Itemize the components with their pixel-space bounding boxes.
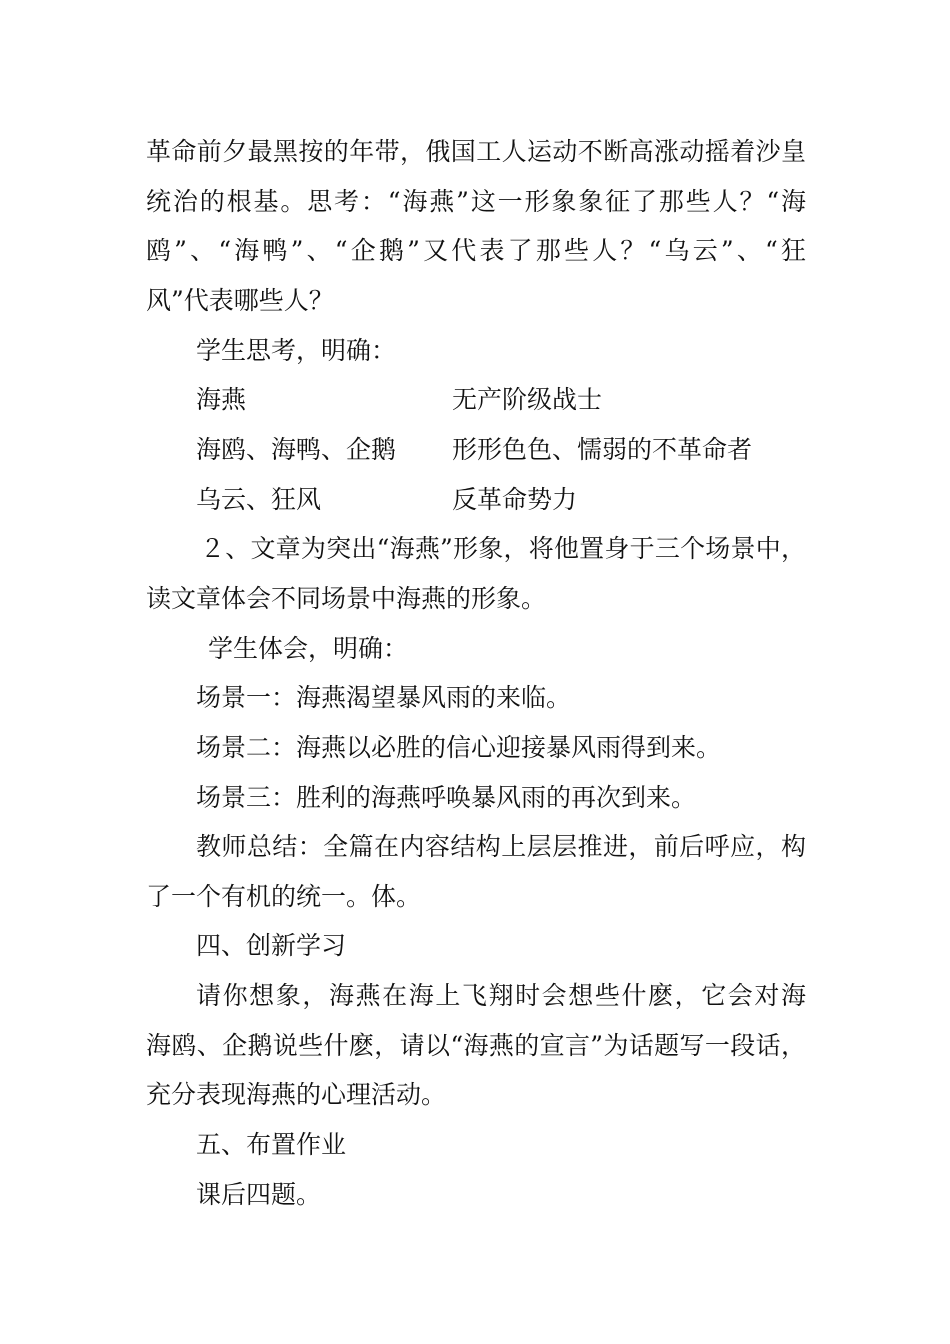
paragraph-line: 了一个有机的统一。体。: [146, 882, 422, 911]
paragraph-line: 革命前夕最黑按的年带，俄国工人运动不断高涨动摇着沙皇: [146, 137, 806, 166]
scene-2: 场景二：海燕以必胜的信心迎接暴风雨得到来。: [196, 733, 722, 762]
scene-1: 场景一：海燕渴望暴风雨的来临。: [196, 683, 572, 712]
answer-intro: 学生体会，明确：: [208, 634, 409, 663]
teacher-summary: 教师总结：全篇在内容结构上层层推进，前后呼应，构: [196, 832, 806, 861]
mapping-meaning: 形形色色、懦弱的不革命者: [452, 435, 753, 464]
section-heading: 五、布置作业: [196, 1130, 347, 1159]
section-heading: 四、创新学习: [196, 931, 347, 960]
mapping-symbol: 海鸥、海鸭、企鹅: [196, 435, 397, 464]
answer-intro: 学生思考，明确：: [196, 336, 397, 365]
mapping-symbol: 海燕: [196, 385, 247, 414]
paragraph-line: 充分表现海燕的心理活动。: [146, 1080, 447, 1109]
scene-3: 场景三：胜利的海燕呼唤暴风雨的再次到来。: [196, 783, 697, 812]
mapping-meaning: 反革命势力: [452, 485, 578, 514]
paragraph-line: 鸥”、“海鸭”、“企鹅”又代表了那些人？“乌云”、“狂: [146, 236, 806, 265]
mapping-symbol: 乌云、狂风: [196, 485, 322, 514]
paragraph-line: 统治的根基。思考：“海燕”这一形象象征了那些人？“海: [146, 187, 806, 216]
mapping-meaning: 无产阶级战士: [452, 385, 603, 414]
paragraph-line: 海鸥、企鹅说些什麽，请以“海燕的宣言”为话题写一段话，: [146, 1031, 806, 1060]
paragraph-line: 请你想象，海燕在海上飞翔时会想些什麽，它会对海: [196, 981, 806, 1010]
paragraph-line: 风”代表哪些人？: [146, 286, 334, 315]
question-2: ２、文章为突出“海燕”形象，将他置身于三个场景中，: [200, 534, 806, 563]
paragraph-line: 读文章体会不同场景中海燕的形象。: [146, 584, 547, 613]
homework-line: 课后四题。: [196, 1180, 322, 1209]
